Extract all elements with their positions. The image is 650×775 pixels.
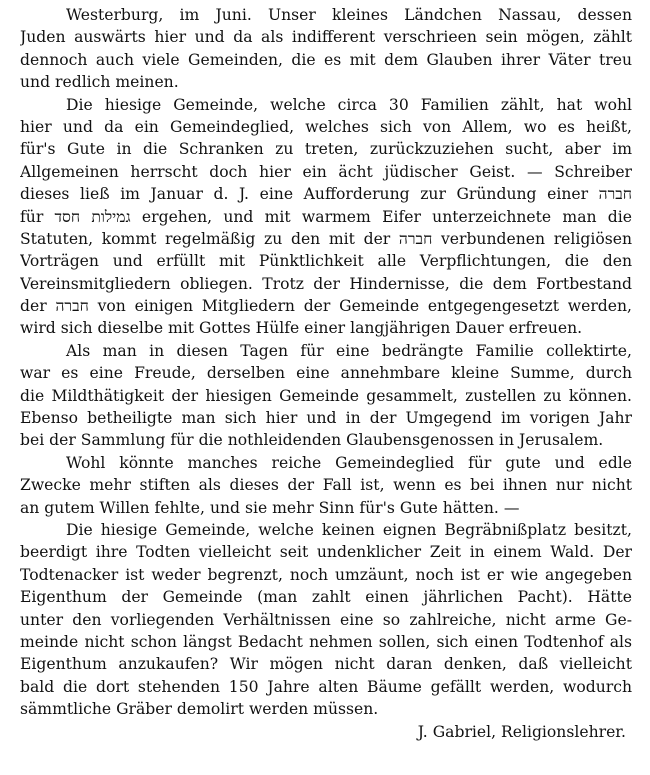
text-line: und redlich meinen. (20, 73, 179, 92)
text-line: an gutem Willen fehlte, und sie mehr Sinn für's Gute hätten. — (20, 498, 520, 517)
text-line: Die hiesige Gemeinde, welche circa 30 Familien zählt, hat wohl (66, 95, 632, 114)
text-line: Vereinsmitgliedern obliegen. Trotz der Hindernisse, die dem Fortbestand (20, 274, 632, 293)
text-line: wird sich dieselbe mit Gottes Hülfe einer langjährigen Dauer erfreuen. (20, 319, 583, 338)
text-line: unter den vorliegenden Verhältnissen eine so zahlreiche, nicht arme Ge- (20, 610, 632, 629)
text-line: Juden auswärts hier und da als indifferent verschrieen sein mögen, zählt (20, 28, 632, 47)
text-line: hier und da ein Gemeindeglied, welches sich von Allem, wo es heißt, (20, 117, 632, 136)
paragraph (20, 4, 632, 94)
text-line: Allgemeinen herrscht doch hier ein ächt jüdischer Geist. — Schreiber (20, 162, 632, 181)
text-line: dieses ließ im Januar d. J. eine Aufforderung zur Gründung einer חברה (20, 185, 632, 204)
text-line: Ebenso betheiligte man sich hier und in der Umgegend im vorigen Jahr (20, 409, 632, 428)
text-line: für's Gute in die Schranken zu treten, zurückzuziehen sucht, aber im (20, 140, 632, 159)
text-line: der חברה von einigen Mitgliedern der Gemeinde entgegengesetzt werden, (20, 297, 632, 316)
paragraph (20, 94, 632, 340)
author-signature: J. Gabriel, Religionslehrer. (417, 722, 626, 741)
text-line: bei der Sammlung für die nothleidenden Glaubensgenossen in Jerusalem. (20, 431, 604, 450)
text-line: Wohl könnte manches reiche Gemeindeglied für gute und edle (66, 453, 632, 472)
text-line: sämmtliche Gräber demolirt werden müssen. (20, 700, 379, 719)
text-line: Zwecke mehr stiften als dieses der Fall ist, wenn es bei ihnen nur nicht (20, 476, 632, 495)
text-line: meinde nicht schon längst Bedacht nehmen sollen, sich einen Todtenhof als (20, 632, 632, 651)
text-line: war es eine Freude, derselben eine annehmbare kleine Summe, durch (20, 364, 632, 383)
text-line: Eigenthum der Gemeinde (man zahlt einen jährlichen Pacht). Hätte (20, 588, 632, 607)
text-line: für גמילות חסד ergehen, und mit warmem Eifer unterzeichnete man die (20, 207, 632, 226)
text-line: Eigenthum anzukaufen? Wir mögen nicht daran denken, daß vielleicht (20, 655, 632, 674)
text-line: Die hiesige Gemeinde, welche keinen eignen Begräbnißplatz besitzt, (66, 520, 632, 539)
text-line: Statuten, kommt regelmäßig zu den mit der חברה verbundenen religiösen (20, 229, 632, 248)
paragraph (20, 340, 632, 452)
text-line: beerdigt ihre Todten vielleicht seit undenklicher Zeit in einem Wald. Der (20, 543, 632, 562)
text-line: bald die dort stehenden 150 Jahre alten Bäume gefällt werden, wodurch (20, 677, 632, 696)
text-line: Vorträgen und erfüllt mit Pünktlichkeit alle Verpflichtungen, die den (20, 252, 632, 271)
text-line: Als man in diesen Tagen für eine bedrängte Familie collektirte, (66, 341, 632, 360)
paragraph (20, 519, 632, 721)
text-line: Todtenacker ist weder begrenzt, noch umzäunt, noch ist er wie angegeben (20, 565, 632, 584)
text-line: die Mildthätigkeit der hiesigen Gemeinde gesammelt, zustellen zu können. (20, 386, 632, 405)
text-line: Westerburg, im Juni. Unser kleines Ländchen Nassau, dessen (66, 6, 632, 24)
paragraph (20, 452, 632, 519)
text-line: dennoch auch viele Gemeinden, die es mit dem Glauben ihrer Väter treu (20, 50, 632, 69)
